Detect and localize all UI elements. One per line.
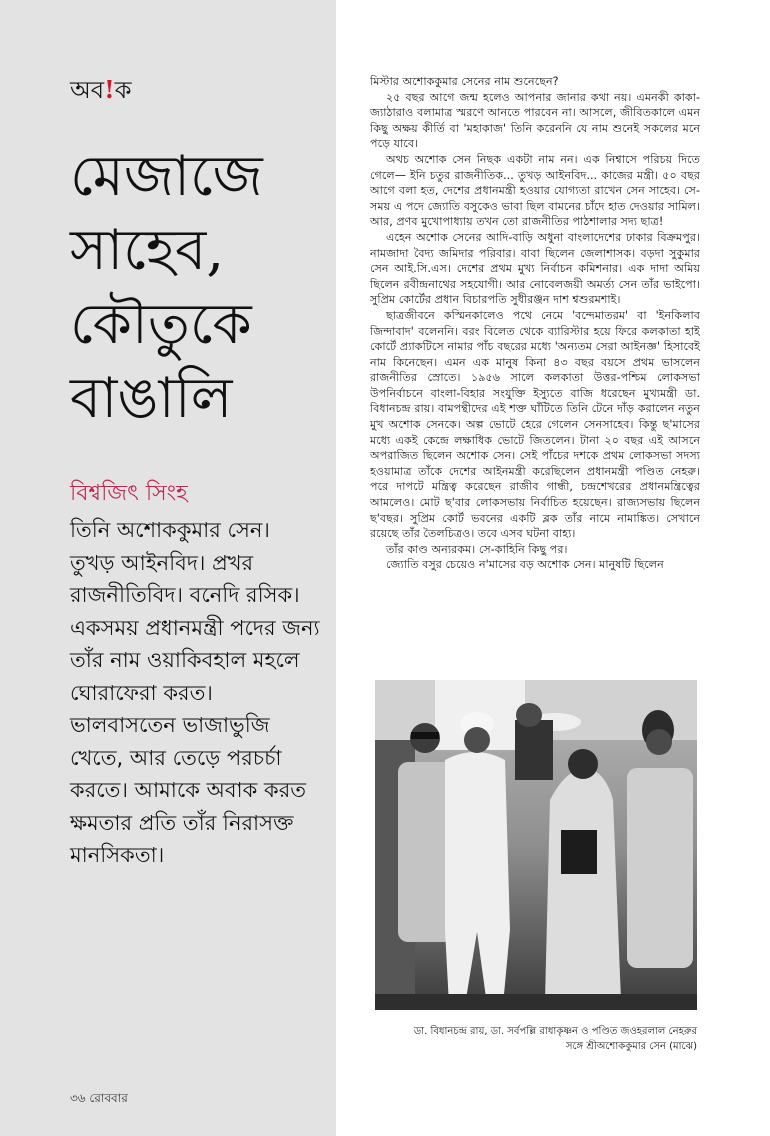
caption-line: ডা. বিধানচন্দ্র রায়, ডা. সর্বপল্লি রাধাকৃষ্ণন ও পণ্ডিত জওহরলাল নেহরুর (413, 1026, 697, 1037)
article-paragraph: এহেন অশোক সেনের আদি-বাড়ি অধুনা বাংলাদেশের ঢাকার বিক্রমপুর। নামজাদা বৈদ্য জমিদার পরিবার। বাবা ছিলেন জেলাশাসক। বড়দা সুকুমার সেন আই.সি.এস। দেশের প্রথম মুখ্য নির্বাচন কমিশনার। এক দাদা অমিয় ছিলেন রবীন্দ্রনাথের সহযোগী। আর নোবেলজয়ী অমর্ত্য সেন তাঁর ভাইপো। সুপ্রিম কোর্টের প্রধান বিচারপতি সুধীরঞ্জন দাশ শ্বশুরমশাই। (370, 230, 700, 307)
headline-line: সাহেব, (70, 218, 225, 283)
headline-line: কৌতুকে (70, 292, 252, 357)
photo-caption (375, 1024, 697, 1054)
intro-text: তিনি অশোককুমার সেন। তুখড় আইনবিদ। প্রখর রাজনীতিবিদ। বনেদি রসিক। একসময় প্রধানমন্ত্রী পদের জন্য তাঁর নাম ওয়াকিবহাল মহলে ঘোরাফেরা করত। ভালবাসতেন ভাজাভুজি খেতে, আর তেড়ে পরচর্চা করতে। আমাকে অবাক করত ক্ষমতার প্রতি তাঁর নিরাসক্ত মানসিকতা। (70, 518, 320, 867)
headline (70, 140, 320, 436)
article-body (370, 74, 700, 573)
author-byline: বিশ্বজিৎ সিংহ (70, 481, 188, 506)
headline-line: মেজাজে (70, 144, 263, 209)
photo-illustration (375, 680, 697, 1010)
section-logo: অব!ক (70, 75, 132, 104)
caption-line: সঙ্গে শ্রীঅশোককুমার সেন (মাঝে) (565, 1041, 697, 1052)
historical-photo (375, 680, 697, 1010)
headline-line: বাঙালি (70, 366, 233, 431)
article-paragraph: ২৫ বছর আগে জন্ম হলেও আপনার জানার কথা নয়। এমনকী কাকা-জ্যাঠারাও বলামাত্র স্মরণে আনতে পারবেন না। আসলে, জীবিতকালে এমন কিছু অক্ষয় কীর্তি বা 'মহাকাজ' তিনি করেননি যে নাম শুনেই সকলের মনে পড়ে যাবে। (370, 90, 700, 151)
article-paragraph: জ্যোতি বসুর চেয়েও ন'মাসের বড় অশোক সেন। মানুষটি ছিলেন (386, 558, 664, 572)
page-folio: ৩৬ রোববার (70, 1091, 128, 1105)
article-paragraph: মিস্টার অশোককুমার সেনের নাম শুনেছেন? (370, 75, 559, 88)
left-panel (0, 0, 336, 1136)
article-paragraph: ছাত্রজীবনে কস্মিনকালেও পথে নেমে 'বন্দেমাতরম' বা 'ইনকিলাব জিন্দাবাদ' বলেননি। বরং বিলেত থেকে ব্যারিস্টার হয়ে ফিরে কলকাতা হাই কোর্টে প্র্যাকটিসে নামার পাঁচ বছরের মধ্যে 'অন্যতম সেরা আইনজ্ঞ' হিসাবেই নাম কিনেছেন। এমন এক মানুষ কিনা ৪৩ বছর বয়সে প্রথম ভাসলেন রাজনীতির স্রোতে। ১৯৫৬ সালে কলকাতা উত্তর-পশ্চিম লোকসভা উপনির্বাচনে বাংলা-বিহার সংযুক্তি ইস্যুতে বাজি ধরেছেন মুখ্যমন্ত্রী ডা. বিধানচন্দ্র রায়। বামপন্থীদের এই শক্ত ঘাঁটিতে তিনি টেনে দাঁড় করালেন নতুন মুখ অশোক সেনকে। অল্প ভোটে হেরে গেলেন সেনসাহেব। কিন্তু ছ'মাসের মধ্যে একই কেন্দ্রে লক্ষাধিক ভোটে জিতলেন। টানা ২০ বছর এই আসনে অপরাজিত ছিলেন অশোক সেন। সেই পাঁচের দশকে প্রথম লোকসভা সদস্য হওয়ামাত্র তাঁকে দেশের আইনমন্ত্রী করেছিলেন প্রধানমন্ত্রী পণ্ডিত নেহরু। পরে দাপটে মন্ত্রিত্ব করেছেন রাজীব গান্ধী, চন্দ্রশেখরের প্রধানমন্ত্রিত্বের আমলেও। মোট ছ'বার লোকসভায় নির্বাচিত হয়েছেন। রাজ্যসভায় ছিলেন ছ'বছর। সুপ্রিম কোর্ট ভবনের একটি ব্লক তাঁর নামে নামাঙ্কিত। সেখানে রয়েছে তাঁর তৈলচিত্রও। তবে এসব ঘটনা বাহ্য। (370, 308, 700, 541)
article-paragraph: তাঁর কাণ্ড অন্যরকম। সে-কাহিনি কিছু পর। (386, 542, 568, 556)
article-paragraph: অথচ অশোক সেন নিছক একটা নাম নন। এক নিশ্বাসে পরিচয় দিতে গেলে— ইনি চতুর রাজনীতিক... তুখড় আইনবিদ... কাজের মন্ত্রী। ৫০ বছর আগে বলা হত, দেশের প্রধানমন্ত্রী হওয়ার যোগ্যতা রাখেন সেন সাহেব। সে-সময় এ পদে জ্যোতি বসুকেও ভাবা ছিল বামনের চাঁদে হাত দেওয়ার সামিল। আর, প্রণব মুখোপাধ্যায় তখন তো রাজনীতির পাঠশালার সদ্য ছাত্র! (370, 152, 700, 229)
